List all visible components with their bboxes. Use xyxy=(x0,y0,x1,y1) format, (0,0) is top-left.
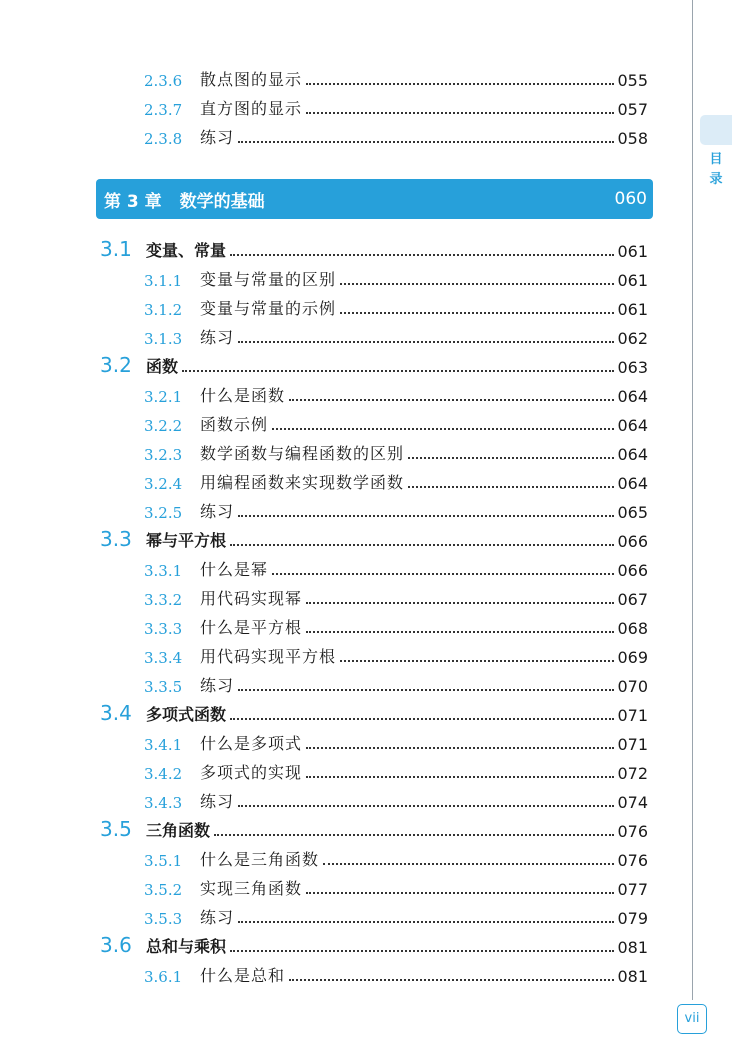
toc-subsection-row[interactable] xyxy=(100,438,648,464)
toc-entry-number: 3.2.4 xyxy=(144,475,183,493)
toc-entry-number: 3.1.2 xyxy=(144,301,183,319)
toc-subsection-row[interactable] xyxy=(100,409,648,435)
toc-entry-title: 用代码实现平方根 xyxy=(200,647,337,666)
toc-entry-page: 081 xyxy=(617,938,648,957)
toc-entry-page: 057 xyxy=(617,100,648,119)
toc-entry-title: 三角函数 xyxy=(146,821,211,840)
toc-subsection-row[interactable] xyxy=(100,670,648,696)
toc-entry-page: 064 xyxy=(617,445,648,464)
toc-entry-page: 076 xyxy=(617,822,648,841)
dot-leader xyxy=(306,739,614,749)
toc-subsection-row[interactable] xyxy=(100,467,648,493)
toc-entry-page: 069 xyxy=(617,648,648,667)
toc-entry-title: 练习 xyxy=(200,328,235,347)
toc-entry-page: 072 xyxy=(617,764,648,783)
dot-leader xyxy=(306,104,614,114)
toc-entry-title: 多项式的实现 xyxy=(200,763,303,782)
toc-entry-title: 实现三角函数 xyxy=(200,879,303,898)
toc-entry-number: 2.3.7 xyxy=(144,101,183,119)
dot-leader xyxy=(230,246,614,256)
chapter-header[interactable] xyxy=(96,179,653,219)
dot-leader xyxy=(214,826,614,836)
chapter-label: 第 3 章 xyxy=(104,191,162,212)
toc-subsection-row[interactable] xyxy=(100,554,648,580)
toc-entry-number: 3.5.3 xyxy=(144,910,183,928)
toc-entry-title: 函数示例 xyxy=(200,415,269,434)
toc-entry-page: 055 xyxy=(617,71,648,90)
toc-entry-title: 什么是函数 xyxy=(200,386,286,405)
toc-entry-page: 064 xyxy=(617,416,648,435)
toc-entry-number: 3.4 xyxy=(100,701,132,725)
toc-entry-title: 直方图的显示 xyxy=(200,99,303,118)
toc-subsection-row[interactable] xyxy=(100,960,648,986)
toc-entry-page: 066 xyxy=(617,532,648,551)
toc-entry-page: 061 xyxy=(617,300,648,319)
dot-leader xyxy=(340,275,614,285)
toc-subsection-row[interactable] xyxy=(100,496,648,522)
page-number: vii xyxy=(677,1004,707,1034)
dot-leader xyxy=(306,594,614,604)
toc-entry-number: 3.5.2 xyxy=(144,881,183,899)
sidebar-label: 目 录 xyxy=(709,152,723,187)
toc-entry-title: 什么是多项式 xyxy=(200,734,303,753)
toc-subsection-row[interactable] xyxy=(100,322,648,348)
dot-leader xyxy=(272,565,614,575)
toc-entry-page: 064 xyxy=(617,387,648,406)
toc-entry-number: 3.1.1 xyxy=(144,272,183,290)
dot-leader xyxy=(306,623,614,633)
toc-entry-page: 065 xyxy=(617,503,648,522)
dot-leader xyxy=(238,333,614,343)
toc-entry-title: 函数 xyxy=(146,357,179,376)
toc-entry-number: 2.3.6 xyxy=(144,72,183,90)
toc-entry-page: 061 xyxy=(617,271,648,290)
dot-leader xyxy=(230,942,614,952)
toc-section-row[interactable] xyxy=(100,525,648,551)
toc-entry-number: 3.2.5 xyxy=(144,504,183,522)
dot-leader xyxy=(306,884,614,894)
toc-entry-number: 3.1 xyxy=(100,237,132,261)
toc-subsection-row[interactable] xyxy=(100,264,648,290)
toc-entry-page: 081 xyxy=(617,967,648,986)
dot-leader xyxy=(306,768,614,778)
toc-entry-page: 074 xyxy=(617,793,648,812)
toc-entry-title: 幂与平方根 xyxy=(146,531,227,550)
toc-entry-number: 3.3.5 xyxy=(144,678,183,696)
toc-entry-page: 067 xyxy=(617,590,648,609)
dot-leader xyxy=(230,710,614,720)
toc-entry-number: 3.1.3 xyxy=(144,330,183,348)
toc-entry-number: 3.4.3 xyxy=(144,794,183,812)
dot-leader xyxy=(230,536,614,546)
toc-subsection-row[interactable] xyxy=(100,93,648,119)
toc-entry-title: 多项式函数 xyxy=(146,705,227,724)
toc-subsection-row[interactable] xyxy=(100,728,648,754)
chapter-title: 数学的基础 xyxy=(179,191,265,212)
toc-entry-title: 用编程函数来实现数学函数 xyxy=(200,473,405,492)
dot-leader xyxy=(238,507,614,517)
toc-entry-title: 练习 xyxy=(200,908,235,927)
toc-subsection-row[interactable] xyxy=(100,583,648,609)
toc-entry-number: 3.5.1 xyxy=(144,852,183,870)
toc-entry-title: 练习 xyxy=(200,792,235,811)
dot-leader xyxy=(272,420,614,430)
toc-entry-number: 3.2.3 xyxy=(144,446,183,464)
dot-leader xyxy=(408,449,614,459)
toc-entry-number: 3.5 xyxy=(100,817,132,841)
toc-entry-number: 3.6 xyxy=(100,933,132,957)
toc-entry-number: 3.3 xyxy=(100,527,132,551)
toc-entry-title: 用代码实现幂 xyxy=(200,589,303,608)
dot-leader xyxy=(306,75,614,85)
toc-subsection-row[interactable] xyxy=(100,786,648,812)
toc-entry-title: 什么是总和 xyxy=(200,966,286,985)
toc-entry-title: 总和与乘积 xyxy=(146,937,227,956)
toc-entry-page: 062 xyxy=(617,329,648,348)
toc-section-row[interactable] xyxy=(100,351,648,377)
dot-leader xyxy=(408,478,614,488)
toc-subsection-row[interactable] xyxy=(100,64,648,90)
toc-entry-number: 3.2 xyxy=(100,353,132,377)
toc-entry-page: 058 xyxy=(617,129,648,148)
toc-subsection-row[interactable] xyxy=(100,757,648,783)
toc-entry-number: 3.3.1 xyxy=(144,562,183,580)
toc-entry-page: 068 xyxy=(617,619,648,638)
dot-leader xyxy=(238,797,614,807)
dot-leader xyxy=(340,652,614,662)
dot-leader xyxy=(323,855,614,865)
toc-entry-page: 070 xyxy=(617,677,648,696)
toc-entry-number: 3.4.2 xyxy=(144,765,183,783)
toc-entry-page: 061 xyxy=(617,242,648,261)
toc-entry-page: 079 xyxy=(617,909,648,928)
dot-leader xyxy=(340,304,614,314)
dot-leader xyxy=(238,913,614,923)
toc-entry-number: 3.2.2 xyxy=(144,417,183,435)
toc-subsection-row[interactable] xyxy=(100,293,648,319)
toc-subsection-row[interactable] xyxy=(100,844,648,870)
toc-entry-page: 064 xyxy=(617,474,648,493)
toc-subsection-row[interactable] xyxy=(100,122,648,148)
toc-subsection-row[interactable] xyxy=(100,902,648,928)
toc-entry-title: 变量与常量的示例 xyxy=(200,299,337,318)
toc-entry-page: 077 xyxy=(617,880,648,899)
toc-entry-page: 076 xyxy=(617,851,648,870)
toc-subsection-row[interactable] xyxy=(100,612,648,638)
toc-entry-page: 063 xyxy=(617,358,648,377)
toc-entry-number: 3.2.1 xyxy=(144,388,183,406)
dot-leader xyxy=(238,681,614,691)
toc-section-row[interactable] xyxy=(100,815,648,841)
toc-section-row[interactable] xyxy=(100,931,648,957)
toc-entry-title: 练习 xyxy=(200,502,235,521)
toc-subsection-row[interactable] xyxy=(100,641,648,667)
chapter-page: 060 xyxy=(614,189,647,209)
toc-entry-title: 数学函数与编程函数的区别 xyxy=(200,444,405,463)
toc-entry-page: 066 xyxy=(617,561,648,580)
toc-entry-title: 练习 xyxy=(200,676,235,695)
toc-entry-number: 3.3.3 xyxy=(144,620,183,638)
toc-entry-number: 3.4.1 xyxy=(144,736,183,754)
toc-entry-page: 071 xyxy=(617,706,648,725)
toc-entry-title: 变量与常量的区别 xyxy=(200,270,337,289)
toc-entry-title: 什么是幂 xyxy=(200,560,269,579)
toc-section-row[interactable] xyxy=(100,699,648,725)
toc-entry-title: 什么是平方根 xyxy=(200,618,303,637)
dot-leader xyxy=(182,362,614,372)
toc-subsection-row[interactable] xyxy=(100,380,648,406)
toc-entry-title: 什么是三角函数 xyxy=(200,850,320,869)
toc-subsection-row[interactable] xyxy=(100,873,648,899)
toc-entry-number: 3.3.4 xyxy=(144,649,183,667)
toc-entry-page: 071 xyxy=(617,735,648,754)
toc-section-row[interactable] xyxy=(100,235,648,261)
toc-entry-title: 散点图的显示 xyxy=(200,70,303,89)
toc-entry-number: 3.3.2 xyxy=(144,591,183,609)
toc-entry-number: 3.6.1 xyxy=(144,968,183,986)
toc-entry-number: 2.3.8 xyxy=(144,130,183,148)
dot-leader xyxy=(289,971,614,981)
dot-leader xyxy=(238,133,614,143)
sidebar-tab xyxy=(700,115,732,145)
toc-entry-title: 练习 xyxy=(200,128,235,147)
sidebar-divider xyxy=(692,0,693,1000)
dot-leader xyxy=(289,391,614,401)
toc-entry-title: 变量、常量 xyxy=(146,241,227,260)
